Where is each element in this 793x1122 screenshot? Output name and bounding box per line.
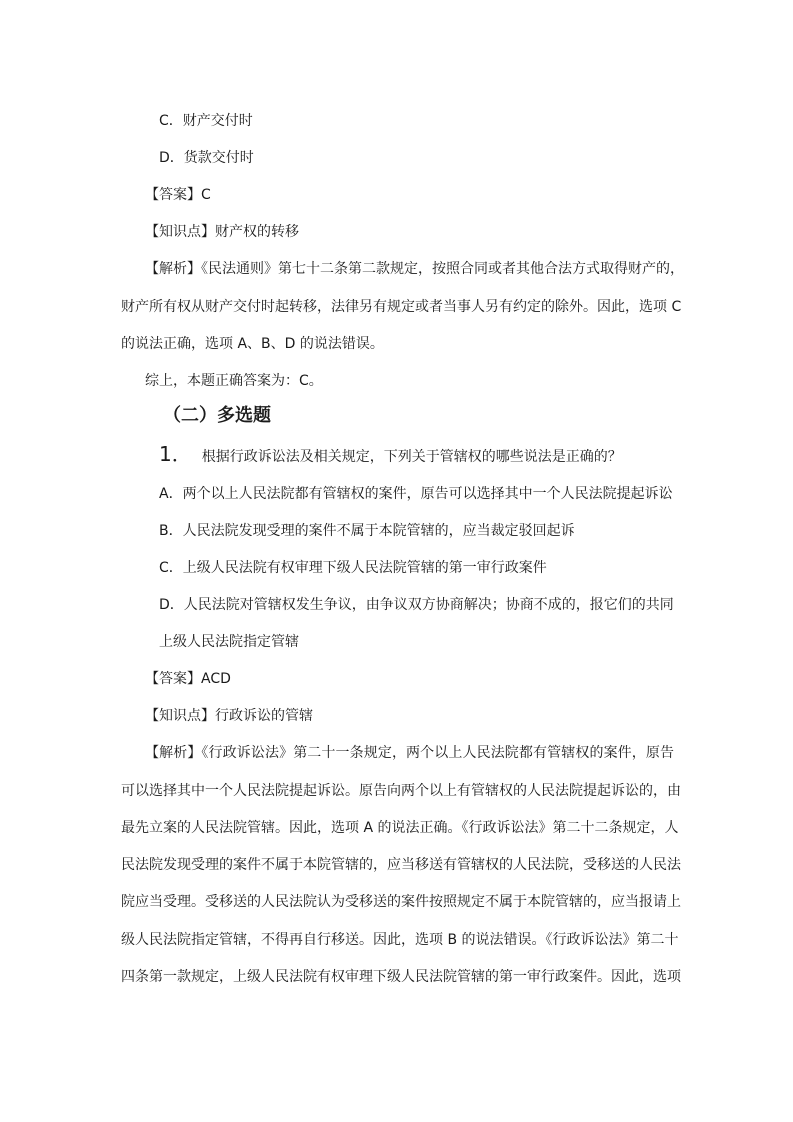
q1-option-c: C．上级人民法院有权审理下级人民法院管辖的第一审行政案件 bbox=[159, 560, 547, 576]
q1-analysis-line: 最先立案的人民法院管辖。因此，选项 A 的说法正确。《行政诉讼法》第二十二条规定，人 bbox=[121, 820, 679, 836]
q1-option-d-continued: 上级人民法院指定管辖 bbox=[159, 634, 299, 650]
prev-summary: 综上，本题正确答案为：C。 bbox=[145, 373, 323, 389]
q1-answer: 【答案】ACD bbox=[145, 671, 231, 687]
q1-analysis-line: 四条第一款规定，上级人民法院有权审理下级人民法院管辖的第一审行政案件。因此，选项 bbox=[121, 969, 681, 985]
prev-option-c: C．财产交付时 bbox=[159, 113, 253, 129]
question-number: 1． bbox=[159, 442, 192, 466]
prev-analysis-line: 的说法正确，选项 A、B、D 的说法错误。 bbox=[121, 336, 384, 352]
prev-analysis-line: 财产所有权从财产交付时起转移，法律另有规定或者当事人另有约定的除外。因此，选项 C bbox=[121, 299, 682, 315]
q1-knowledge-point: 【知识点】行政诉讼的管辖 bbox=[145, 708, 313, 724]
q1-analysis-line: 院应当受理。受移送的人民法院认为受移送的案件按照规定不属于本院管辖的，应当报请上 bbox=[121, 894, 681, 910]
question-text: 根据行政诉讼法及相关规定，下列关于管辖权的哪些说法是正确的？ bbox=[201, 449, 622, 465]
q1-analysis-line: 民法院发现受理的案件不属于本院管辖的，应当移送有管辖权的人民法院，受移送的人民法 bbox=[121, 857, 681, 873]
prev-analysis-line: 【解析】《民法通则》第七十二条第二款规定，按照合同或者其他合法方式取得财产的， bbox=[145, 261, 684, 277]
q1-option-b: B．人民法院发现受理的案件不属于本院管辖的，应当裁定驳回起诉 bbox=[159, 523, 575, 539]
section-heading: （二）多选题 bbox=[163, 405, 271, 426]
q1-analysis-line: 可以选择其中一个人民法院提起诉讼。原告向两个以上有管辖权的人民法院提起诉讼的，由 bbox=[121, 783, 681, 799]
q1-option-d: D．人民法院对管辖权发生争议，由争议双方协商解决；协商不成的，报它们的共同 bbox=[159, 597, 674, 613]
question-1 bbox=[159, 444, 622, 467]
prev-option-d: D．货款交付时 bbox=[159, 150, 254, 166]
prev-answer: 【答案】C bbox=[145, 187, 211, 203]
q1-analysis-line: 级人民法院指定管辖，不得再自行移送。因此，选项 B 的说法错误。《行政诉讼法》第二十 bbox=[121, 932, 679, 948]
prev-knowledge-point: 【知识点】财产权的转移 bbox=[145, 224, 299, 240]
q1-analysis-line: 【解析】《行政诉讼法》第二十一条规定，两个以上人民法院都有管辖权的案件，原告 bbox=[145, 745, 674, 761]
q1-option-a: A．两个以上人民法院都有管辖权的案件，原告可以选择其中一个人民法院提起诉讼 bbox=[159, 486, 673, 502]
